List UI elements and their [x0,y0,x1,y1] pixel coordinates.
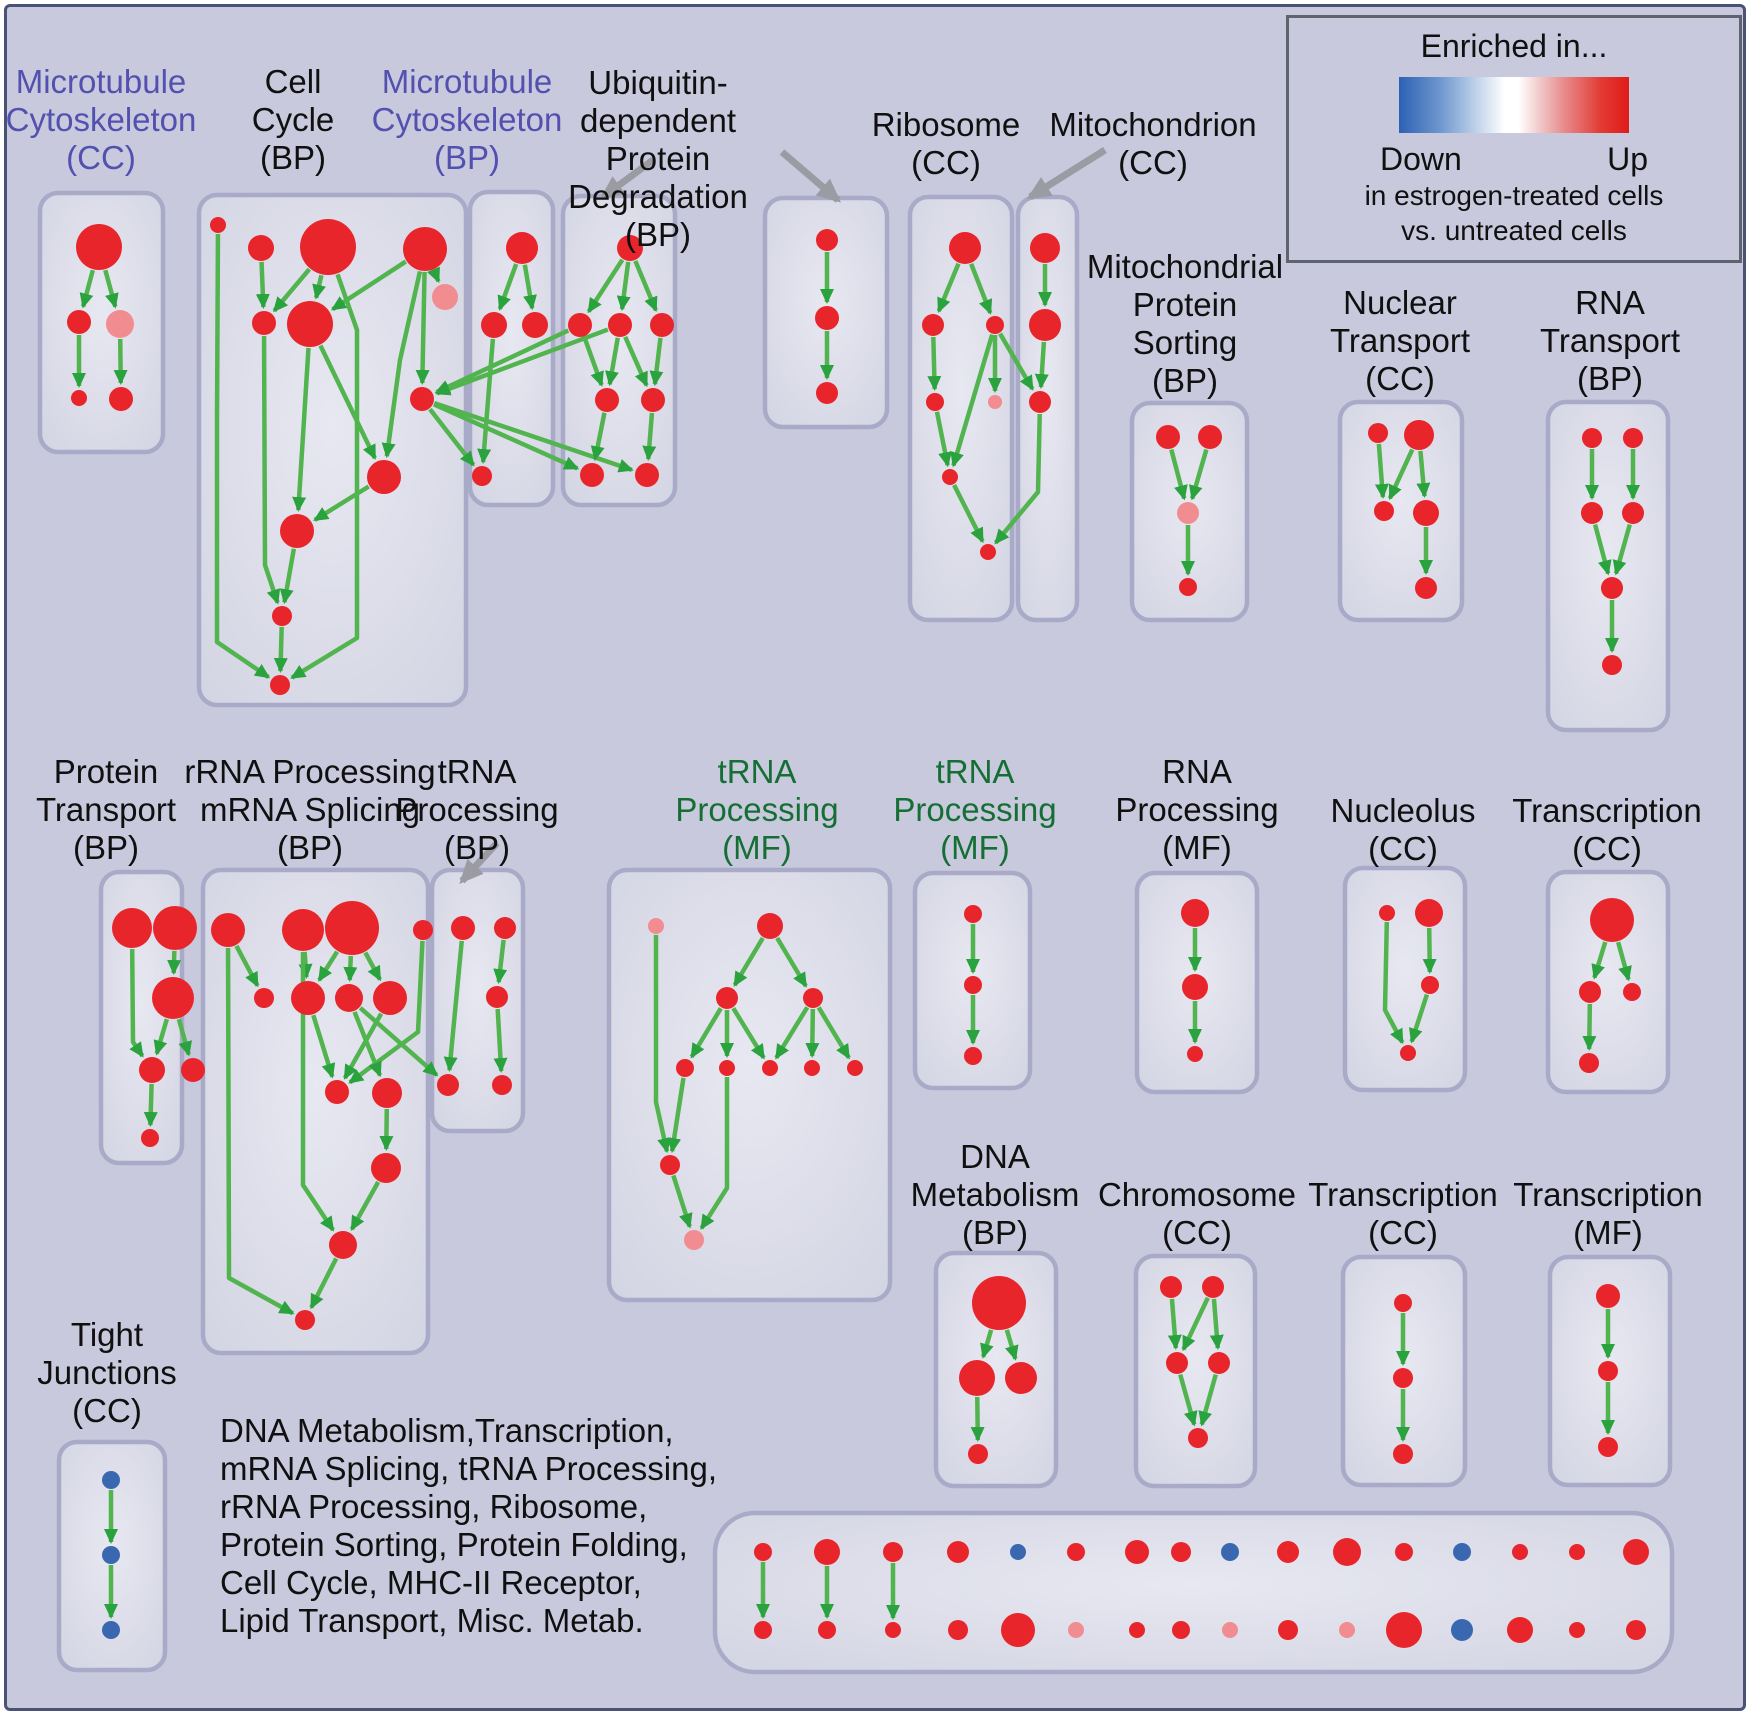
label-pointer-arrow-2 [782,152,838,200]
go-term-node-u2 [608,313,632,337]
go-term-node-rt3 [1581,502,1603,524]
go-term-node-n1 [211,913,245,947]
go-term-node-x3 [1393,1444,1413,1464]
cluster-label-ubiquitin-degradation: Ubiquitin- dependent Protein Degradation (BP) [568,64,748,253]
go-term-node-ub1 [580,463,604,487]
mixed-terms-note-line: Protein Sorting, Protein Folding, [220,1526,688,1563]
go-term-node-k4 [804,1060,820,1076]
go-term-node-cya [210,217,226,233]
go-term-node-pt5 [181,1058,205,1082]
go-term-node-e1 [1379,905,1395,921]
relation-edge-pt2-pt3 [174,951,175,973]
cluster-box-chromosome [1136,1256,1255,1486]
go-term-node-cyH [280,514,314,548]
cluster-label-tight-junctions: Tight Junctions (CC) [37,1316,177,1429]
go-term-node-ga1 [754,1543,772,1561]
legend [1286,15,1742,263]
go-term-node-n12 [329,1231,357,1259]
go-term-node-tj2 [102,1546,120,1564]
go-term-node-x2 [1393,1368,1413,1388]
go-term-node-c5 [1188,1428,1208,1448]
go-term-node-rt6 [1602,655,1622,675]
go-term-node-gb8 [1172,1621,1190,1639]
go-term-node-v3 [816,382,838,404]
go-term-node-ms2 [1198,425,1222,449]
go-term-node-um1 [595,388,619,412]
go-term-node-s3 [964,1047,982,1065]
go-term-node-f1 [1590,898,1634,942]
go-term-node-mt3 [1029,391,1051,413]
mixed-terms-note [220,1412,717,1640]
go-term-node-gb2 [818,1621,836,1639]
go-term-node-gb9 [1222,1622,1238,1638]
cluster-label-transcription-mf: Transcription (MF) [1513,1176,1703,1251]
legend-color-gradient-bar [1399,77,1629,133]
go-term-node-g1 [972,1276,1026,1330]
go-term-node-rt4 [1622,502,1644,524]
go-term-node-f4 [1579,1053,1599,1073]
go-term-node-kp1 [648,918,664,934]
go-term-node-t3 [486,986,508,1008]
go-term-node-s2 [964,976,982,994]
relation-edge-n10-n11 [386,1109,387,1149]
cluster-label-ribosome: Ribosome (CC) [871,106,1021,181]
go-term-node-gb13 [1451,1619,1473,1641]
go-term-node-n9 [325,1080,349,1104]
go-term-node-v1 [816,229,838,251]
go-term-node-g3 [1005,1362,1037,1394]
go-term-node-mt1 [1030,233,1060,263]
go-term-node-gb1 [754,1621,772,1639]
go-term-node-gb4 [948,1620,968,1640]
relation-edge-r2-r4 [933,337,934,389]
go-term-node-cyc [300,219,356,275]
go-term-node-e3 [1421,976,1439,994]
go-term-node-y2 [1598,1361,1618,1381]
go-term-node-n13 [295,1310,315,1330]
go-term-node-n8 [373,981,407,1015]
cluster-label-chromosome: Chromosome (CC) [1097,1176,1297,1251]
go-term-node-c4 [1208,1352,1230,1374]
go-term-node-kL [716,987,738,1009]
go-term-node-r2 [922,314,944,336]
relation-edge-mc3-mc5 [120,339,121,383]
go-term-node-kR [803,988,823,1008]
go-term-node-gb11 [1339,1622,1355,1638]
go-term-node-cyh [410,387,434,411]
go-term-node-t1 [451,916,475,940]
go-term-node-ms3 [1177,502,1199,524]
cluster-label-nuclear-transport: Nuclear Transport (CC) [1330,284,1470,397]
go-term-node-nt4 [1413,500,1439,526]
go-term-node-r6 [942,469,958,485]
relation-edge-cyi-cyj [280,627,281,671]
go-term-node-ga11 [1333,1538,1361,1566]
mixed-terms-note-line: Lipid Transport, Misc. Metab. [220,1602,644,1639]
go-term-node-pt3 [152,977,194,1019]
go-term-node-s1 [964,905,982,923]
cluster-label-transcription-cc: Transcription (CC) [1512,792,1702,867]
cluster-label-trna-processing-bp: tRNA Processing (BP) [395,753,559,866]
relation-edge-cyb-cye [262,262,264,307]
cluster-label-protein-transport: Protein Transport (BP) [36,753,176,866]
go-term-node-tj3 [102,1621,120,1639]
relation-edge-g2-g4 [977,1397,978,1440]
go-term-node-rt1 [1582,428,1602,448]
go-term-node-rt2 [1623,428,1643,448]
cluster-label-mitochondrion: Mitochondrion (CC) [1049,106,1257,181]
go-term-node-q3 [1187,1046,1203,1062]
relation-edge-kR-k4 [812,1009,813,1056]
go-term-node-t5 [492,1075,512,1095]
relation-edge-pt4-pt6 [150,1084,151,1125]
go-term-node-ga7 [1125,1540,1149,1564]
go-term-node-nt1 [1368,423,1388,443]
label-pointer-arrow-3 [1030,150,1105,197]
cluster-box-trna-processing-mf [609,870,890,1300]
go-term-node-nt2 [1404,420,1434,450]
go-term-node-k5 [847,1060,863,1076]
go-term-node-c3 [1166,1352,1188,1374]
go-term-node-ga14 [1512,1544,1528,1560]
go-term-node-y3 [1598,1437,1618,1457]
go-term-node-nt5 [1415,577,1437,599]
go-term-node-mb4 [472,466,492,486]
go-term-node-mc1 [76,224,122,270]
go-term-node-mc5 [109,387,133,411]
go-term-node-um2 [641,388,665,412]
legend-up-label: Up [1607,141,1648,177]
cluster-label-transcription-cc-2: Transcription (CC) [1308,1176,1498,1251]
cluster-label-trna-processing-mf-2: tRNA Processing (MF) [893,753,1057,866]
cluster-label-dna-metabolism: DNA Metabolism (BP) [910,1138,1080,1251]
go-term-node-cyj [270,675,290,695]
go-term-node-ub2 [635,463,659,487]
cluster-box-nuclear-transport [1340,402,1462,620]
go-term-node-u1 [568,313,592,337]
go-term-node-ga2 [814,1539,840,1565]
go-term-node-gb5 [1001,1613,1035,1647]
go-term-node-e2 [1415,899,1443,927]
go-term-node-n3 [325,901,379,955]
go-term-node-pt4 [139,1057,165,1083]
go-term-node-mc4 [71,390,87,406]
go-term-node-cyd [403,227,447,271]
go-term-node-gb16 [1626,1620,1646,1640]
cluster-label-microtubule-bp: Microtubule Cytoskeleton (BP) [371,63,563,176]
go-term-node-f3 [1623,983,1641,1001]
legend-title: Enriched in... [1420,28,1608,64]
go-term-node-ga9 [1221,1543,1239,1561]
go-term-node-ga3 [883,1542,903,1562]
go-term-node-mt2 [1029,309,1061,341]
cluster-box-mixed-terms [715,1513,1672,1672]
go-term-node-n11 [371,1153,401,1183]
go-term-node-c2 [1202,1276,1224,1298]
go-term-node-n2 [282,909,324,951]
go-term-node-nt3 [1374,501,1394,521]
mixed-terms-note-line: mRNA Splicing, tRNA Processing, [220,1450,718,1487]
go-term-node-t4 [437,1074,459,1096]
go-term-node-tj1 [102,1471,120,1489]
go-term-node-gb10 [1278,1620,1298,1640]
go-term-node-c1 [1160,1276,1182,1298]
relation-edge-f2-f4 [1589,1004,1590,1049]
go-term-node-cyg [367,460,401,494]
go-term-node-kT [757,913,783,939]
go-term-node-ga6 [1067,1543,1085,1561]
cluster-label-microtubule-cc: Microtubule Cytoskeleton (CC) [5,63,197,176]
go-term-node-k1 [676,1059,694,1077]
go-term-node-r1 [949,232,981,264]
label-pointer-arrow-1 [603,160,653,197]
go-term-node-mb3 [522,312,548,338]
go-term-node-q2 [1182,974,1208,1000]
legend-subtitle-line2: vs. untreated cells [1401,215,1627,246]
go-term-node-ms1 [1156,425,1180,449]
go-term-node-mb1 [506,232,538,264]
go-term-node-u3 [650,313,674,337]
go-term-node-ga13 [1453,1543,1471,1561]
go-term-node-k2 [719,1060,735,1076]
go-term-node-ga8 [1171,1542,1191,1562]
go-term-node-ga15 [1569,1544,1585,1560]
go-term-node-gb15 [1569,1622,1585,1638]
go-term-node-n10 [372,1078,402,1108]
mixed-terms-note-line: Cell Cycle, MHC-II Receptor, [220,1564,642,1601]
cluster-label-mito-protein-sorting: Mitochondrial Protein Sorting (BP) [1086,248,1284,399]
go-term-node-pt1 [112,908,152,948]
go-term-node-ga4 [947,1541,969,1563]
go-term-node-mc3 [106,310,134,338]
go-term-node-t2 [494,917,516,939]
go-term-node-r5 [988,395,1002,409]
go-term-node-k3 [762,1060,778,1076]
go-term-node-mc2 [67,310,91,334]
cluster-label-rna-transport: RNA Transport (BP) [1540,284,1680,397]
go-term-node-gb14 [1507,1617,1533,1643]
go-term-node-q1 [1181,899,1209,927]
go-term-node-g4 [968,1444,988,1464]
go-term-node-kp2 [684,1230,704,1250]
go-term-node-mb2 [481,312,507,338]
go-term-node-n7 [335,984,363,1012]
go-term-node-ms4 [1179,578,1197,596]
go-term-node-n4 [413,920,433,940]
relation-edge-mt2-mt3 [1041,342,1044,387]
go-term-node-v2 [815,306,839,330]
go-term-node-n5 [254,988,274,1008]
go-term-node-cye [252,311,276,335]
go-term-node-e4 [1400,1045,1416,1061]
go-term-node-cyb [248,235,274,261]
go-term-node-r7 [980,544,996,560]
cluster-label-nucleolus: Nucleolus (CC) [1330,792,1476,867]
go-term-node-cyp [432,284,458,310]
mixed-terms-note-line: DNA Metabolism,Transcription, [220,1412,674,1449]
go-term-node-gb6 [1068,1622,1084,1638]
cluster-label-trna-processing-mf: tRNA Processing (MF) [675,753,839,866]
go-term-node-f2 [1579,981,1601,1003]
relation-edge-n3-n7 [350,956,351,980]
relation-edge-e2-e3 [1429,928,1430,972]
cluster-label-cell-cycle: Cell Cycle (BP) [251,63,335,176]
relation-edge-cyd-cyh [422,272,424,383]
go-term-node-gb3 [885,1622,901,1638]
go-term-node-pt2 [153,906,197,950]
go-term-node-x1 [1394,1294,1412,1312]
cluster-label-rna-processing-mf: RNA Processing (MF) [1115,753,1279,866]
legend-subtitle-line1: in estrogen-treated cells [1364,180,1664,211]
go-term-node-r4 [926,393,944,411]
legend-down-label: Down [1380,141,1462,177]
go-term-node-y1 [1596,1284,1620,1308]
mixed-terms-note-line: rRNA Processing, Ribosome, [220,1488,648,1525]
go-term-node-rt5 [1601,577,1623,599]
go-term-node-gb7 [1129,1622,1145,1638]
go-term-node-u0 [617,235,643,261]
go-term-node-cyi [272,606,292,626]
go-term-node-ga16 [1623,1539,1649,1565]
go-term-node-cyf [287,301,333,347]
go-term-node-n6 [291,981,325,1015]
go-term-node-ga10 [1277,1541,1299,1563]
go-term-node-gb12 [1386,1612,1422,1648]
go-term-node-r3 [986,316,1004,334]
cluster-label-rrna-processing-mrna-splicing: rRNA Processing mRNA Splicing (BP) [184,753,436,866]
go-term-node-ga5 [1010,1544,1026,1560]
go-term-node-ga12 [1395,1543,1413,1561]
go-term-node-kw [660,1155,680,1175]
go-term-node-pt6 [141,1129,159,1147]
go-term-node-g2 [959,1360,995,1396]
